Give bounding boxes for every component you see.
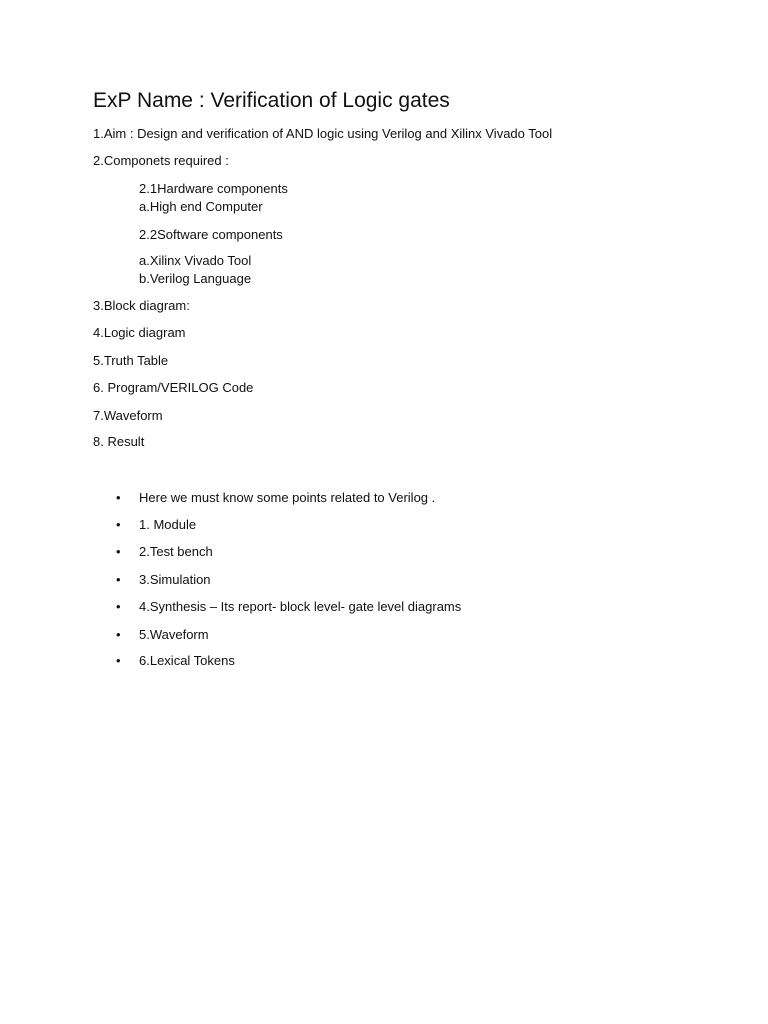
bullet-marker: • <box>116 490 121 505</box>
aim-line: 1.Aim : Design and verification of AND logic using Verilog and Xilinx Vivado Tool <box>93 126 553 141</box>
hardware-item: a.High end Computer <box>139 199 263 214</box>
bullet-item-test-bench: 2.Test bench <box>139 544 213 559</box>
waveform-heading: 7.Waveform <box>93 408 163 423</box>
bullet-marker: • <box>116 627 121 642</box>
bullet-item-module: 1. Module <box>139 517 197 532</box>
program-code-heading: 6. Program/VERILOG Code <box>93 380 254 395</box>
bullet-item-simulation: 3.Simulation <box>139 572 211 587</box>
truth-table-heading: 5.Truth Table <box>93 353 169 368</box>
components-heading: 2.Componets required : <box>93 153 229 168</box>
software-item-verilog: b.Verilog Language <box>139 271 252 286</box>
bullet-marker: • <box>116 517 121 532</box>
bullet-item-synthesis: 4.Synthesis – Its report- block level- gate level diagrams <box>139 599 462 614</box>
hardware-heading: 2.1Hardware components <box>139 181 288 196</box>
logic-diagram-heading: 4.Logic diagram <box>93 325 186 340</box>
software-heading: 2.2Software components <box>139 227 283 242</box>
software-item-vivado: a.Xilinx Vivado Tool <box>139 253 252 268</box>
block-diagram-heading: 3.Block diagram: <box>93 298 190 313</box>
bullet-marker: • <box>116 572 121 587</box>
bullet-item-intro: Here we must know some points related to Verilog . <box>139 490 436 505</box>
result-heading: 8. Result <box>93 434 145 449</box>
bullet-item-lexical-tokens: 6.Lexical Tokens <box>139 653 235 668</box>
bullet-marker: • <box>116 599 121 614</box>
bullet-marker: • <box>116 653 121 668</box>
bullet-item-waveform: 5.Waveform <box>139 627 209 642</box>
experiment-title: ExP Name : Verification of Logic gates <box>93 89 450 112</box>
bullet-marker: • <box>116 544 121 559</box>
